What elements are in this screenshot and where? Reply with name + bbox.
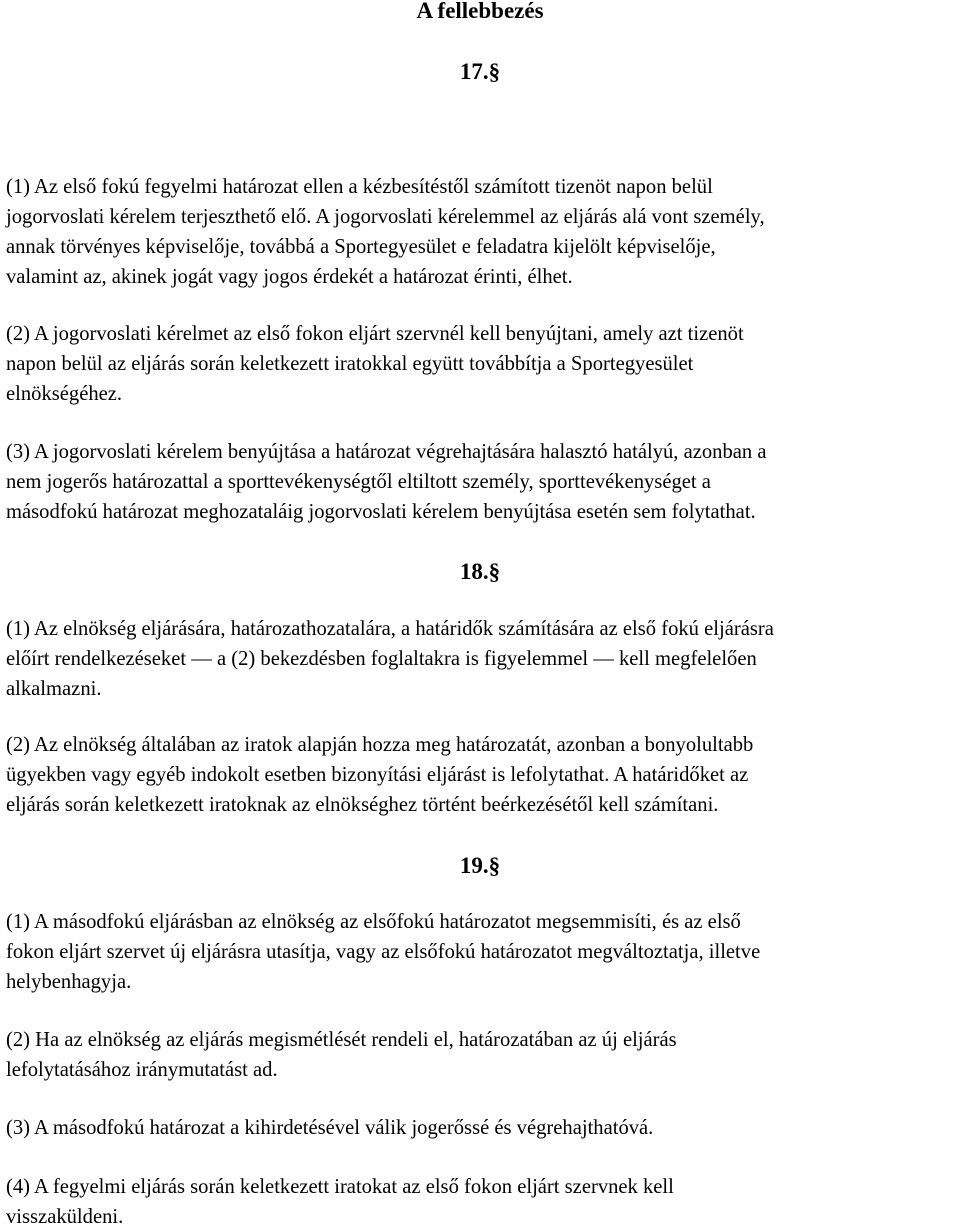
paragraph-17-1 [6,172,956,292]
paragraph-line: elnökségéhez. [6,383,123,405]
paragraph-line: jogorvoslati kérelem terjeszthető elő. A jogorvoslati kérelemmel az eljárás alá vont személy, [6,206,765,228]
paragraph-line: valamint az, akinek jogát vagy jogos érdekét a határozat érinti, élhet. [6,266,573,288]
section-heading-19: 19.§ [459,853,501,878]
paragraph-line: (2) Ha az elnökség az eljárás megismétlését rendeli el, határozatában az új eljárás [6,1029,677,1051]
section-heading-18: 18.§ [459,559,501,584]
document-title: A fellebbezés [416,0,544,23]
paragraph-19-4 [6,1172,956,1232]
paragraph-line: lefolytatásához iránymutatást ad. [6,1059,278,1081]
paragraph-line: másodfokú határozat meghozataláig jogorvoslati kérelem benyújtása esetén sem folytathat. [6,501,756,523]
paragraph-line: (3) A jogorvoslati kérelem benyújtása a határozat végrehajtására halasztó hatályú, azonban a [6,441,767,463]
paragraph-line: (3) A másodfokú határozat a kihirdetésével válik jogerőssé és végrehajthatóvá. [6,1117,654,1139]
paragraph-line: visszaküldeni. [6,1206,124,1228]
paragraph-line: nem jogerős határozattal a sporttevékenységtől eltiltott személy, sporttevékenységet a [6,471,711,493]
paragraph-line: (1) A másodfokú eljárásban az elnökség az elsőfokú határozatot megsemmisíti, és az első [6,911,741,933]
paragraph-line: napon belül az eljárás során keletkezett iratokkal együtt továbbítja a Sportegyesület [6,353,694,375]
paragraph-line: helybenhagyja. [6,971,132,993]
paragraph-line: alkalmazni. [6,678,102,700]
paragraph-17-3 [6,437,956,527]
paragraph-19-1 [6,907,956,997]
section-heading-17: 17.§ [459,59,501,84]
paragraph-line: (1) Az elnökség eljárására, határozathozatalára, a határidők számítására az első fokú eljárásra [6,618,774,640]
paragraph-line: fokon eljárt szervet új eljárásra utasítja, vagy az elsőfokú határozatot megváltoztatja, illetve [6,941,761,963]
paragraph-line: előírt rendelkezéseket — a (2) bekezdésben foglaltakra is figyelemmel — kell megfelelően [6,648,757,670]
paragraph-line: (4) A fegyelmi eljárás során keletkezett iratokat az első fokon eljárt szervnek kell [6,1176,674,1198]
paragraph-line: (2) A jogorvoslati kérelmet az első fokon eljárt szervnél kell benyújtani, amely azt tizenöt [6,323,744,345]
paragraph-line: ügyekben vagy egyéb indokolt esetben bizonyítási eljárást is lefolytathat. A határidőket az [6,764,749,786]
paragraph-17-2 [6,319,956,409]
paragraph-line: annak törvényes képviselője, továbbá a Sportegyesület e feladatra kijelölt képviselője, [6,236,716,258]
paragraph-19-2 [6,1025,956,1085]
paragraph-18-1 [6,614,956,704]
paragraph-18-2 [6,730,956,820]
paragraph-line: (2) Az elnökség általában az iratok alapján hozza meg határozatát, azonban a bonyolultabb [6,734,754,756]
paragraph-19-3 [6,1113,956,1143]
paragraph-line: eljárás során keletkezett iratoknak az elnökséghez történt beérkezésétől kell számítani. [6,794,719,816]
paragraph-line: (1) Az első fokú fegyelmi határozat ellen a kézbesítéstől számított tizenöt napon belül [6,176,713,198]
